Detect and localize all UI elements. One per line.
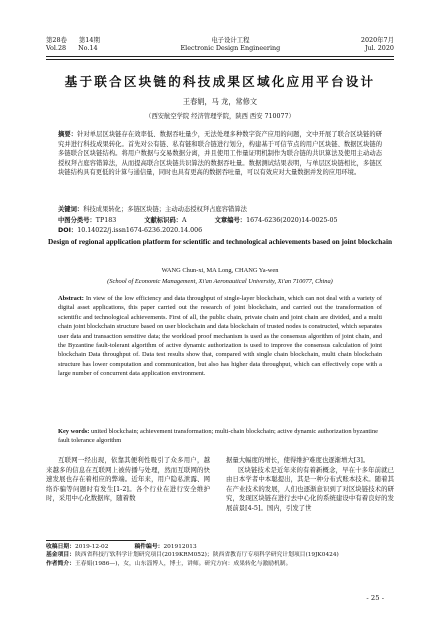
- journal-name-cn: 电子设计工程: [211, 36, 250, 44]
- date-cn: 2020年7月: [360, 36, 394, 44]
- keywords-text-cn: 科技成果转化；多链区块链；主动动态授权拜占庭容错算法: [83, 206, 247, 213]
- article-no-value: 1674-6236(2020)14-0025-05: [246, 217, 338, 224]
- authors-cn: 王春娟，马 龙，常修文: [182, 97, 258, 106]
- clc-value: TP183: [95, 217, 117, 224]
- keywords-label-en: Key words:: [58, 428, 90, 435]
- keywords-label-cn: 关键词：: [58, 206, 84, 213]
- doc-code-label: 文献标识码：: [144, 217, 183, 224]
- affiliation-en: (School of Economic Management, Xi'an Aeronautical University, Xi'an 710077, China): [107, 278, 333, 285]
- authors-en: WANG Chun-xi, MA Long, CHANG Ya-wen: [161, 267, 279, 274]
- article-no-label: 文章编号：: [214, 217, 247, 224]
- body-column-right: [226, 456, 394, 514]
- doc-code-field: [144, 216, 186, 226]
- article-title-cn: 基于联合区块链的科技成果区域化应用平台设计: [64, 74, 376, 89]
- running-header: [46, 36, 394, 52]
- keywords-text-en: united blockchain; achievement transformation; multi-chain blockchain; active dynamic authorization byzantine fault tolerance algorithm: [58, 428, 378, 445]
- abstract-en: [58, 294, 382, 379]
- page-number: - 25 -: [366, 594, 384, 602]
- clc-field: [58, 216, 116, 226]
- author-bio-text: 王春娟(1986—)，女，山东淄博人，博士，讲师。研究方向：成果转化与激励机制。: [75, 560, 292, 567]
- body-paragraph: 区块链技术是近年来的有着新概念，早在十多年前就已由日本学者中本聪提出，其是一种分布式账本技术。随着其在产业技术的发展，人们也逐渐意识到了对区块链技术的研究，发现区块链在进行去中心化的系统建设中有着良好的发展前景[4-5]。国内，引发了世: [226, 465, 394, 512]
- header-journal: [181, 36, 281, 52]
- body-column-left: [46, 456, 210, 504]
- manuscript-no-label: 稿件编号：: [134, 544, 164, 550]
- affiliation-cn: （西安航空学院 经济管理学院，陕西 西安 710077）: [145, 113, 295, 120]
- received-label: 收稿日期：: [46, 544, 75, 550]
- journal-name-en: Electronic Design Engineering: [180, 44, 281, 53]
- abstract-text-en: In view of the low efficiency and data throughput of single-layer blockchain, which can not deal with a variety of digital asset applications, this paper carried out the research of joint blockchain, and carried out the transformation of scientific and technological achievements. First of all, the public chain, private chain and joint chain are divided, and a multi chain joint blockchain structure based on user blockchain and data blockchain of trusted nodes is constructed, which separates user data and transaction sensitive data; the workload proof mechanism is used as the consensus algorithm of joint chain, and the Byzantine fault-tolerant algorithm of active dynamic authorization is used to improve the consensus calculation of joint blockchain Data throughput of. Data test results show that, compared with single chain blockchain, multi chain blockchain structure has lower computation and communication, but also has higher data throughput, which can effectively cope with a large number of concurrent data application environment.: [58, 295, 382, 378]
- doi-value: 10.14022/j.issn1674-6236.2020.14.006: [77, 226, 203, 234]
- fund-text: 陕西省科技厅软科学计划研究项目(2019KRM052)；陕西省教育厅专项科学研究计划项目(19JK0424): [75, 552, 339, 559]
- classification-info: [58, 216, 382, 235]
- received-field: [46, 543, 108, 551]
- body-paragraph: 据量大幅度的增长，使得维护难度也逐渐增大[3]。: [226, 456, 370, 464]
- header-date: [361, 36, 394, 52]
- keywords-cn: [58, 205, 382, 215]
- date-en: Jul. 2020: [364, 44, 394, 53]
- abstract-label-cn: 摘要：: [58, 131, 78, 138]
- doc-code-value: A: [182, 217, 187, 224]
- article-no-field: [215, 216, 338, 226]
- manuscript-no: 201912013: [163, 544, 197, 550]
- header-rule-thin: [46, 59, 394, 60]
- header-vol-cn: 第28卷: [46, 36, 67, 44]
- footnote: [46, 543, 394, 568]
- header-vol-en: Vol.28: [46, 44, 67, 53]
- doi-label: DOI：: [58, 226, 78, 234]
- body-paragraph: 互联网一经出现，依靠其便利性吸引了众多用户，越来越多的信息在互联网上被传播与处理，然而互联网的快速发展也存在着相应的弊端。近年来，用户隐私泄露、网络诈骗等问题时有发生[1-2]。各个行业在进行安全维护时，采用中心化数据库，随着数: [46, 456, 210, 503]
- clc-label: 中图分类号：: [58, 217, 96, 224]
- header-rule-thick: [46, 56, 394, 57]
- footnote-rule: [46, 540, 146, 541]
- header-issue-en: No.14: [78, 44, 98, 53]
- received-date: 2019-12-02: [75, 544, 109, 550]
- abstract-cn: [58, 130, 382, 178]
- abstract-label-en: Abstract:: [58, 295, 84, 302]
- keywords-en: [58, 427, 382, 446]
- abstract-text-cn: 针对单层区块链存在效率低、数据吞吐量少，无法处理多种数字资产应用的问题，文中开展了联合区块链的研究并进行科技成果转化。首先对公有链、私有链和联合链进行划分，构建基于可信节点的用户区块链、数据区块链的多链联合区块链结构。将用户数据与交易数据分离，并且使用工作量证明机制作为联合链的共识算法及使用主动动态授权拜占庭容错算法，从而提高联合区块链共识算法的数据吞吐量。数据测试结果表明，与单层区块链相比，多链区块链结构具有更低的计算与通信量，同时也具有更高的数据吞吐量，可以有效应对大量数据并发的应用环境。: [58, 131, 383, 177]
- author-bio-label: 作者简介：: [46, 560, 75, 567]
- article-title-en: Design of regional application platform for scientific and technological achievements based on joint blockchain: [47, 237, 393, 246]
- header-issue-cn: 第14期: [78, 36, 100, 44]
- header-volume: [46, 36, 100, 52]
- manuscript-no-field: [134, 543, 196, 551]
- fund-label: 基金项目：: [46, 552, 75, 559]
